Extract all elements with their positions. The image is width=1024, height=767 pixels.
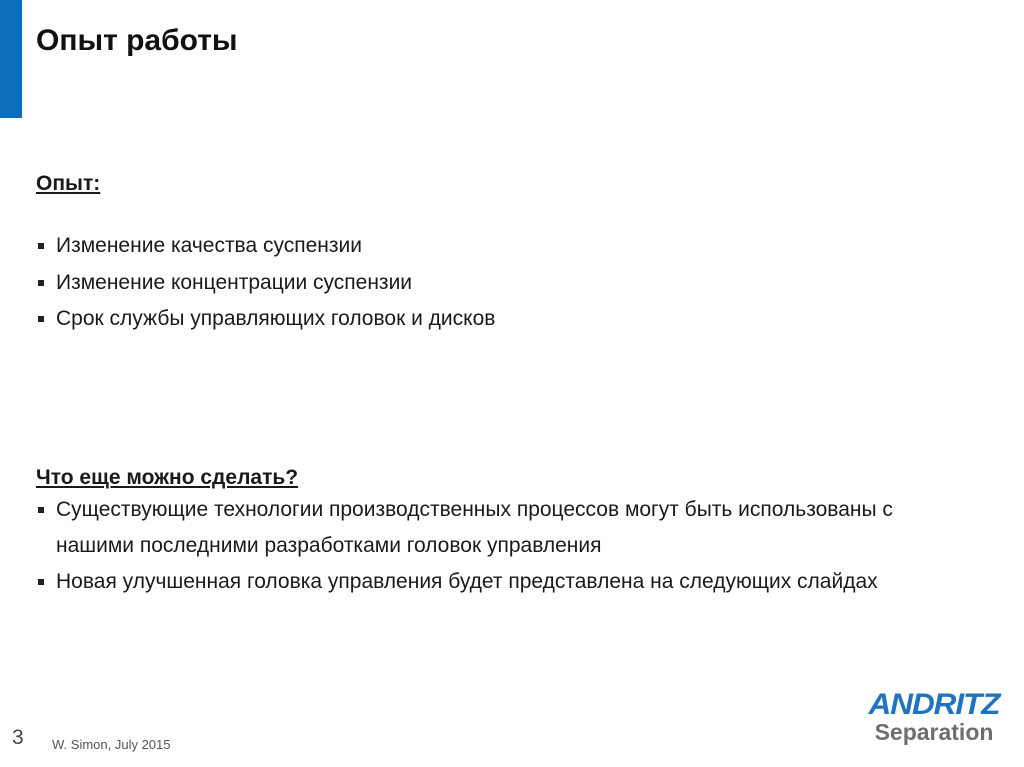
accent-bar (0, 0, 22, 118)
slide-title: Опыт работы (36, 24, 238, 57)
list-item: Изменение концентрации суспензии (36, 265, 495, 302)
list-item: Существующие технологии производственных процессов могут быть использованы с нашими последними разработками головок управления (36, 492, 976, 564)
andritz-logo (860, 690, 1008, 744)
footer-author-date: W. Simon, July 2015 (52, 737, 171, 752)
logo-division: Separation (874, 719, 994, 745)
logo-brand: ANDRITZ (868, 688, 1000, 721)
list-item: Срок службы управляющих головок и дисков (36, 301, 495, 338)
list-item: Новая улучшенная головка управления будет представлена на следующих слайдах (36, 564, 976, 600)
experience-section (36, 172, 495, 338)
next-steps-section (36, 466, 976, 600)
section-heading: Что еще можно сделать? (36, 466, 299, 489)
page-number: 3 (12, 726, 24, 749)
list-item: Изменение качества суспензии (36, 228, 495, 265)
section-heading: Опыт: (36, 172, 101, 195)
